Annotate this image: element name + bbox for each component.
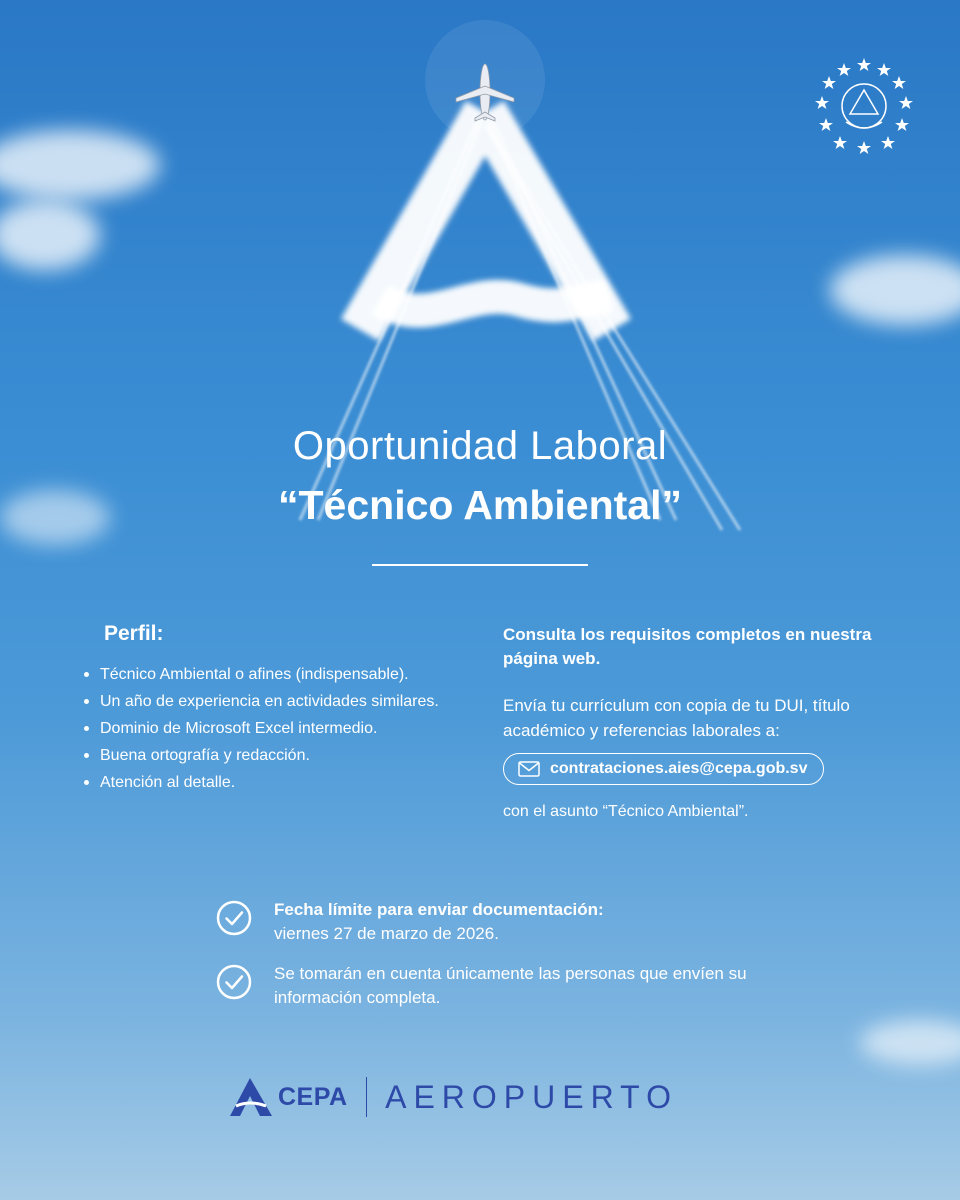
cepa-logo-icon	[228, 1076, 274, 1118]
envelope-icon	[518, 761, 540, 777]
profile-list	[80, 664, 480, 793]
deadline-date: viernes 27 de marzo de 2026.	[274, 924, 499, 943]
aeropuerto-wordmark: AEROPUERTO	[385, 1078, 678, 1115]
email-link[interactable]	[503, 753, 824, 785]
divider	[372, 564, 588, 566]
profile-section	[80, 622, 480, 799]
email-address: contrataciones.aies@cepa.gob.sv	[550, 760, 808, 777]
list-item: Dominio de Microsoft Excel intermedio.	[100, 718, 480, 739]
list-item: Buena ortografía y redacción.	[100, 745, 480, 766]
list-item: Técnico Ambiental o afines (indispensable).	[100, 664, 480, 685]
logo-separator	[366, 1077, 368, 1117]
deadline-label: Fecha límite para enviar documentación:	[274, 900, 604, 919]
complete-info-note	[216, 962, 754, 1010]
profile-heading: Perfil:	[104, 622, 164, 645]
cepa-wordmark: CEPA	[278, 1082, 348, 1111]
cloud	[860, 1020, 960, 1065]
job-title: “Técnico Ambiental”	[278, 482, 682, 528]
national-seal-icon	[814, 56, 914, 156]
complete-info-text: Se tomarán en cuenta únicamente las personas que envíen su información completa.	[274, 964, 747, 1007]
check-circle-icon	[216, 964, 252, 1000]
send-cv-text: Envía tu currículum con copia de tu DUI, título académico y referencias laborales a:	[503, 696, 850, 740]
apply-section	[503, 623, 883, 821]
list-item: Un año de experiencia en actividades similares.	[100, 691, 480, 712]
subject-text: con el asunto “Técnico Ambiental”.	[503, 803, 749, 820]
title-line-1: Oportunidad Laboral	[292, 424, 668, 468]
check-circle-icon	[216, 900, 252, 936]
consult-website-text: Consulta los requisitos completos en nuestra página web.	[503, 625, 872, 668]
deadline-note	[216, 898, 604, 946]
cepa-aeropuerto-logo	[228, 1076, 678, 1118]
list-item: Atención al detalle.	[100, 772, 480, 793]
